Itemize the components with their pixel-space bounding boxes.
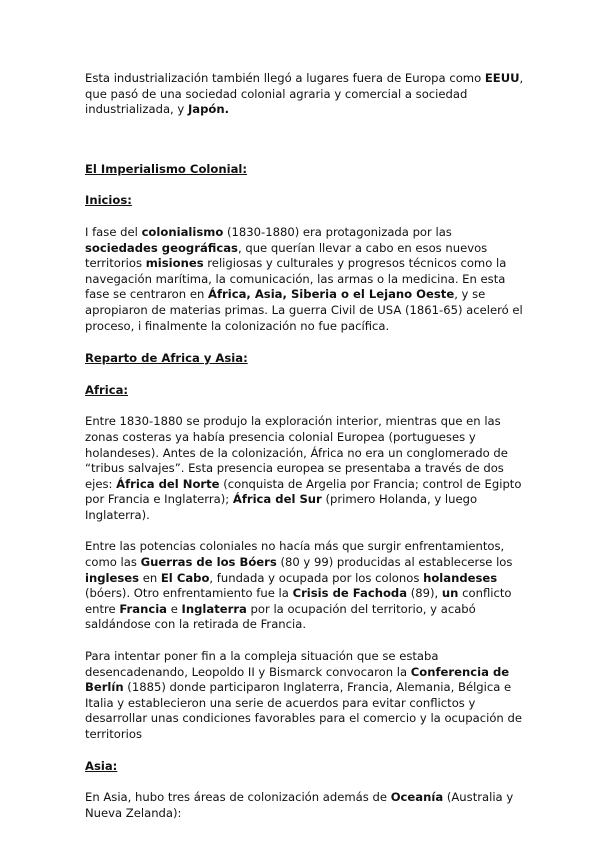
bold-term: ingleses xyxy=(85,570,140,585)
heading-asia: Asia: xyxy=(85,758,118,773)
text-run: en xyxy=(139,570,161,585)
intro-paragraph xyxy=(85,71,525,118)
bold-term: África del Norte xyxy=(116,476,220,491)
text-run: Entre 1830-1880 se produjo la exploración interior, mientras que en las zonas costeras ya había presencia colonial Europea (portugueses y holandeses). Antes de la colonización, África no era un conglomerado de “tribus salvajes”. Esta presencia europea se presentaba a través de dos ejes: xyxy=(85,414,508,491)
text-run: Esta industrialización también llegó a lugares fuera de Europa como xyxy=(85,71,485,85)
bold-term: África del Sur xyxy=(232,492,322,507)
text-run: Para intentar poner fin a la compleja situación que se estaba desencadenando, Leopoldo II y Bismarck convocaron la xyxy=(85,649,439,679)
text-run: Entre las potencias coloniales no hacía más que surgir enfrentamientos, como las xyxy=(85,539,505,570)
text-run: (bóers). Otro enfrentamiento fue la xyxy=(85,586,293,601)
inicios-paragraph xyxy=(85,225,525,334)
text-run: , y se apropiaron de materias primas. La guerra Civil de USA (1861-65) aceleró el proceso, i finalmente la colonización no fue pacífica. xyxy=(85,287,523,333)
bold-term: África, Asia, Siberia o el Lejano Oeste xyxy=(207,287,455,302)
bold-term: Conferencia de Berlín xyxy=(85,664,510,695)
bold-term: sociedades geográficas xyxy=(85,240,238,255)
document-body xyxy=(85,71,525,821)
text-run: , que pasó de una sociedad colonial agraria y comercial a sociedad industrializada, y xyxy=(85,71,524,117)
bold-term: un xyxy=(441,586,459,601)
text-run: (89), xyxy=(407,586,442,601)
text-run: (80 y 99) producidas al establecerse los xyxy=(276,555,513,570)
text-run: por la ocupación del territorio, y acabó saldándose con la retirada de Francia. xyxy=(85,601,476,632)
heading-imperialismo-colonial: El Imperialismo Colonial: xyxy=(85,161,248,176)
heading-africa: Africa: xyxy=(85,382,129,397)
text-run: (1830-1880) era protagonizada por las xyxy=(223,224,452,239)
africa-paragraph-3 xyxy=(85,649,525,743)
bold-term: holandeses xyxy=(423,570,498,585)
bold-term: Crisis de Fachoda xyxy=(292,586,408,601)
text-run: , que querían llevar a cabo en esos nuevos territorios xyxy=(85,240,488,271)
heading-reparto: Reparto de Africa y Asia: xyxy=(85,351,248,366)
text-run: En Asia, hubo tres áreas de colonización además de xyxy=(85,790,391,805)
bold-term: misiones xyxy=(145,256,204,271)
text-run: religiosas y culturales y progresos técnicos como la navegación marítima, la comunicación, las armas o la medicina. En esta fase se centraron en xyxy=(85,256,507,302)
heading-inicios: Inicios: xyxy=(85,193,132,208)
bold-term: Guerras de los Bóers xyxy=(140,555,277,570)
text-run: (Australia y Nueva Zelanda): xyxy=(85,790,514,820)
africa-paragraph-2 xyxy=(85,539,525,633)
africa-paragraph-1 xyxy=(85,414,525,523)
bold-term: colonialismo xyxy=(141,224,224,239)
text-run: conflicto entre xyxy=(85,586,512,616)
text-run: (conquista de Argelia por Francia; control de Egipto por Francia e Inglaterra); xyxy=(85,476,522,507)
bold-term: Inglaterra xyxy=(181,601,247,616)
bold-term: EEUU xyxy=(484,71,520,85)
text-run: e xyxy=(167,601,182,616)
bold-term: Oceanía xyxy=(390,790,444,805)
text-run: (primero Holanda, y luego Inglaterra). xyxy=(85,492,478,522)
text-run: (1885) donde participaron Inglaterra, Francia, Alemania, Bélgica e Italia y establecieron una serie de acuerdos para evitar conflictos y desarrollar unas condiciones favorables para el comercio y la ocupación de territorios xyxy=(85,680,522,741)
bold-term: El Cabo xyxy=(160,570,210,585)
bold-term: Francia xyxy=(119,601,168,616)
asia-paragraph xyxy=(85,790,525,821)
bold-term: Japón. xyxy=(187,102,230,117)
text-run: I fase del xyxy=(85,224,142,239)
text-run: , fundada y ocupada por los colonos xyxy=(209,570,424,585)
